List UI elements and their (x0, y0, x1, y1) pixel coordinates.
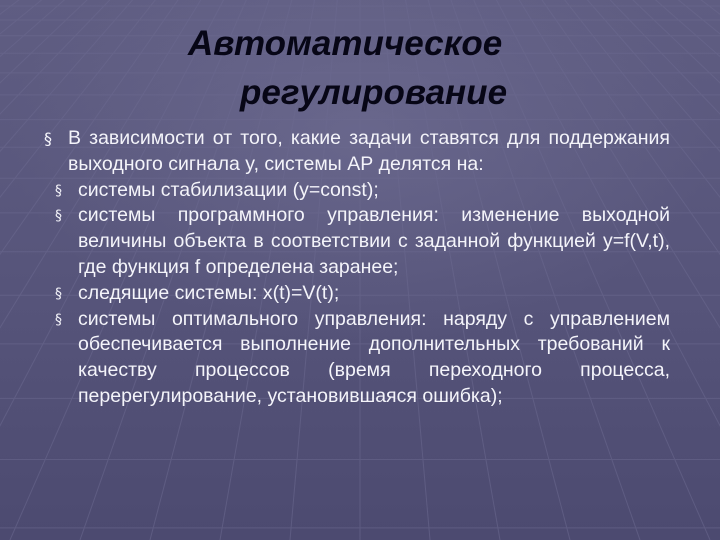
sub-bullet-marker-icon: § (55, 182, 62, 199)
title-line-1: Автоматическое (188, 24, 503, 63)
sub-bullet-item (44, 307, 670, 410)
sub-bullet-text: системы оптимального управления: наряду с управлением обеспечивается выполнение дополнительных требований к качеству процессов (время переходного процесса, перерегулирование, установившаяся ошибка); (78, 307, 670, 407)
sub-bullet-text: следящие системы: x(t)=V(t); (78, 281, 340, 304)
sub-bullet-marker-icon: § (55, 208, 62, 225)
bullet-text: В зависимости от того, какие задачи ставятся для поддержания выходного сигнала y, системы АР делятся на: (68, 127, 670, 175)
sub-bullet-marker-icon: § (55, 285, 62, 302)
sub-bullet-item (44, 281, 670, 307)
sub-bullet-item (44, 203, 670, 280)
sub-bullet-text: системы стабилизации (y=const); (78, 178, 379, 201)
sub-bullet-marker-icon: § (55, 311, 62, 328)
bullet-item (44, 126, 670, 178)
bullet-marker-icon: § (44, 129, 52, 148)
sub-bullet-item (44, 178, 670, 204)
sub-bullet-text: системы программного управления: изменение выходной величины объекта в соответствии с заданной функцией y=f(V,t), где функция f определена заранее; (78, 204, 670, 278)
bullet-list (44, 126, 670, 410)
title-line-2: регулирование (240, 73, 508, 112)
